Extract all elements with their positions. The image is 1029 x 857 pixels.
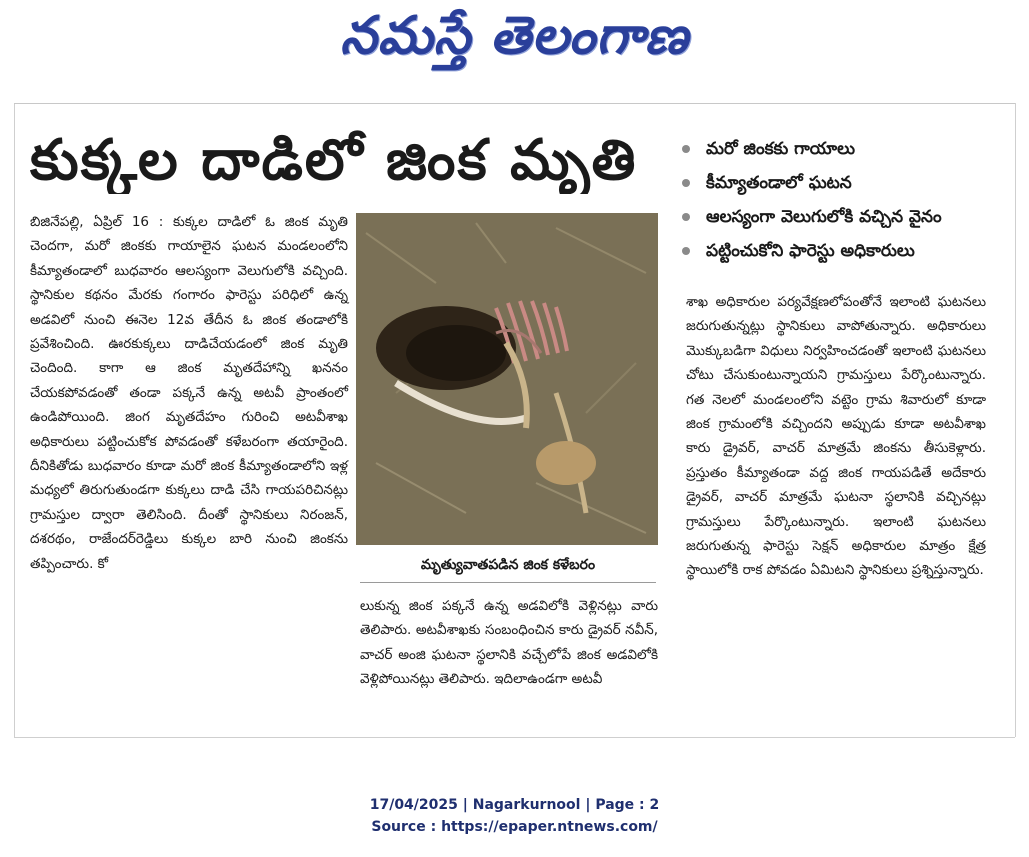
deer-carcass-photo (356, 213, 658, 545)
bullet-dot-icon (682, 213, 690, 221)
highlight-item (682, 234, 1002, 268)
deer-carcass-image (356, 213, 658, 545)
highlights-list (682, 132, 1002, 268)
photo-caption: మృత్యువాతపడిన జింక కళేబరం (360, 548, 656, 583)
footer-source-link[interactable]: Source : https://epaper.ntnews.com/ (371, 819, 658, 835)
column-3-text: శాఖ అధికారుల పర్యవేక్షణలోపంతోనే ఇలాంటి ఘటనలు జరుగుతున్నట్లు స్థానికులు వాపోతున్నారు. అధికారులు మొక్కుబడిగా విధులు నిర్వహించడంతో ఇలాంటి ఘటనలు చోటు చేసుకుంటున్నాయని గ్రామస్తులు పేర్కొంటున్నారు. గత నెలలో మండలంలోని వట్టెం గ్రామ శివారులో కూడా జింక గ్రామంలోకి వచ్చిందని అప్పుడు కూడా అటవీశాఖ కారు డ్రైవర్, వాచర్ మాత్రమే జింకను తీసుకెళ్లారు. ప్రస్తుతం కీమ్యాతండా వద్ద జింక గాయపడితే అదేకారు డ్రైవర్, వాచర్ మాత్రమే ఘటనా స్థలానికి వచ్చినట్లు గ్రామస్తులు పేర్కొంటున్నారు. ఇలాంటి ఘటనలు జరుగుతున్న ఫారెస్టు సెక్షన్ అధికారుల మాత్రం క్షేత్ర స్థాయిలోకి రాక పోవడం ఏమిటని స్థానికులు ప్రశ్నిస్తున్నారు. (686, 294, 986, 579)
article-column-2 (360, 594, 658, 692)
top-rule (14, 103, 1015, 104)
column-2-text: లుకున్న జింక పక్కనే ఉన్న అడవిలోకి వెళ్లినట్లు వారు తెలిపారు. అటవీశాఖకు సంబంధించిన కారు డ్రైవర్ నవీన్, వాచర్ అంజి ఘటనా స్థలానికి వచ్చేలోపే జింక అడవిలోకి వెళ్లిపోయినట్లు తెలిపారు. ఇదిలాఉండగా అటవీ (360, 598, 658, 688)
article-headline: కుక్కల దాడిలో జింక మృతి (30, 128, 638, 193)
bullet-dot-icon (682, 179, 690, 187)
article-column-1 (30, 210, 348, 576)
footer-edition-info: 17/04/2025 | Nagarkurnool | Page : 2 (369, 797, 660, 813)
highlight-text: మరో జింకకు గాయాలు (706, 139, 856, 159)
highlight-item (682, 200, 1002, 234)
highlight-text: కీమ్యాతండాలో ఘటన (706, 173, 852, 193)
bottom-rule (14, 737, 1015, 738)
column-1-text: బిజినేపల్లి, ఏప్రిల్ 16 : కుక్కల దాడిలో ఓ జింక మృతి చెందగా, మరో జింకకు గాయాలైన ఘటన మండలంలోని కీమ్యాతండాలో బుధవారం ఆలస్యంగా వెలుగులోకి వచ్చింది. స్థానికుల కథనం మేరకు గంగారం ఫారెస్టు పరిధిలో ఉన్న అడవిలో నుంచి ఈనెల 12వ తేదీన ఓ జింక తండాలోకి ప్రవేశించింది. ఊరకుక్కలు దాడిచేయడంలో జింక మృతి చెందింది. కాగా ఆ జింక మృతదేహాన్ని ఖననం చేయకపోవడంతో తండా పక్కనే ఉన్న అటవీ ప్రాంతంలో ఉండిపోయింది. జింగ మృతదేహం గురించి అటవీశాఖ అధికారులు పట్టించుకోక పోవడంతో కళేబరంగా తయారైంది. దీనికితోడు బుధవారం కూడా మరో జింక కీమ్యాతండాలోని ఇళ్ల మధ్యలో తిరుగుతుండగా కుక్కలు దాడి చేసి గాయపరిచినట్లు గ్రామస్తుల ద్వారా తెలిసింది. దీంతో స్థానికులు నిరంజన్, దశరథం, రాజేందర్‌రెడ్డిలు కుక్కల బారి నుంచి జింకను తప్పించారు. కో (30, 214, 348, 572)
highlight-item (682, 132, 1002, 166)
masthead (0, 6, 1029, 79)
highlight-text: పట్టించుకోని ఫారెస్టు అధికారులు (706, 241, 915, 261)
masthead-title: నమస్తే తెలంగాణ (340, 6, 689, 66)
highlight-item (682, 166, 1002, 200)
bullet-dot-icon (682, 247, 690, 255)
bullet-dot-icon (682, 145, 690, 153)
highlight-text: ఆలస్యంగా వెలుగులోకి వచ్చిన వైనం (706, 207, 942, 227)
article-column-3 (686, 290, 986, 583)
